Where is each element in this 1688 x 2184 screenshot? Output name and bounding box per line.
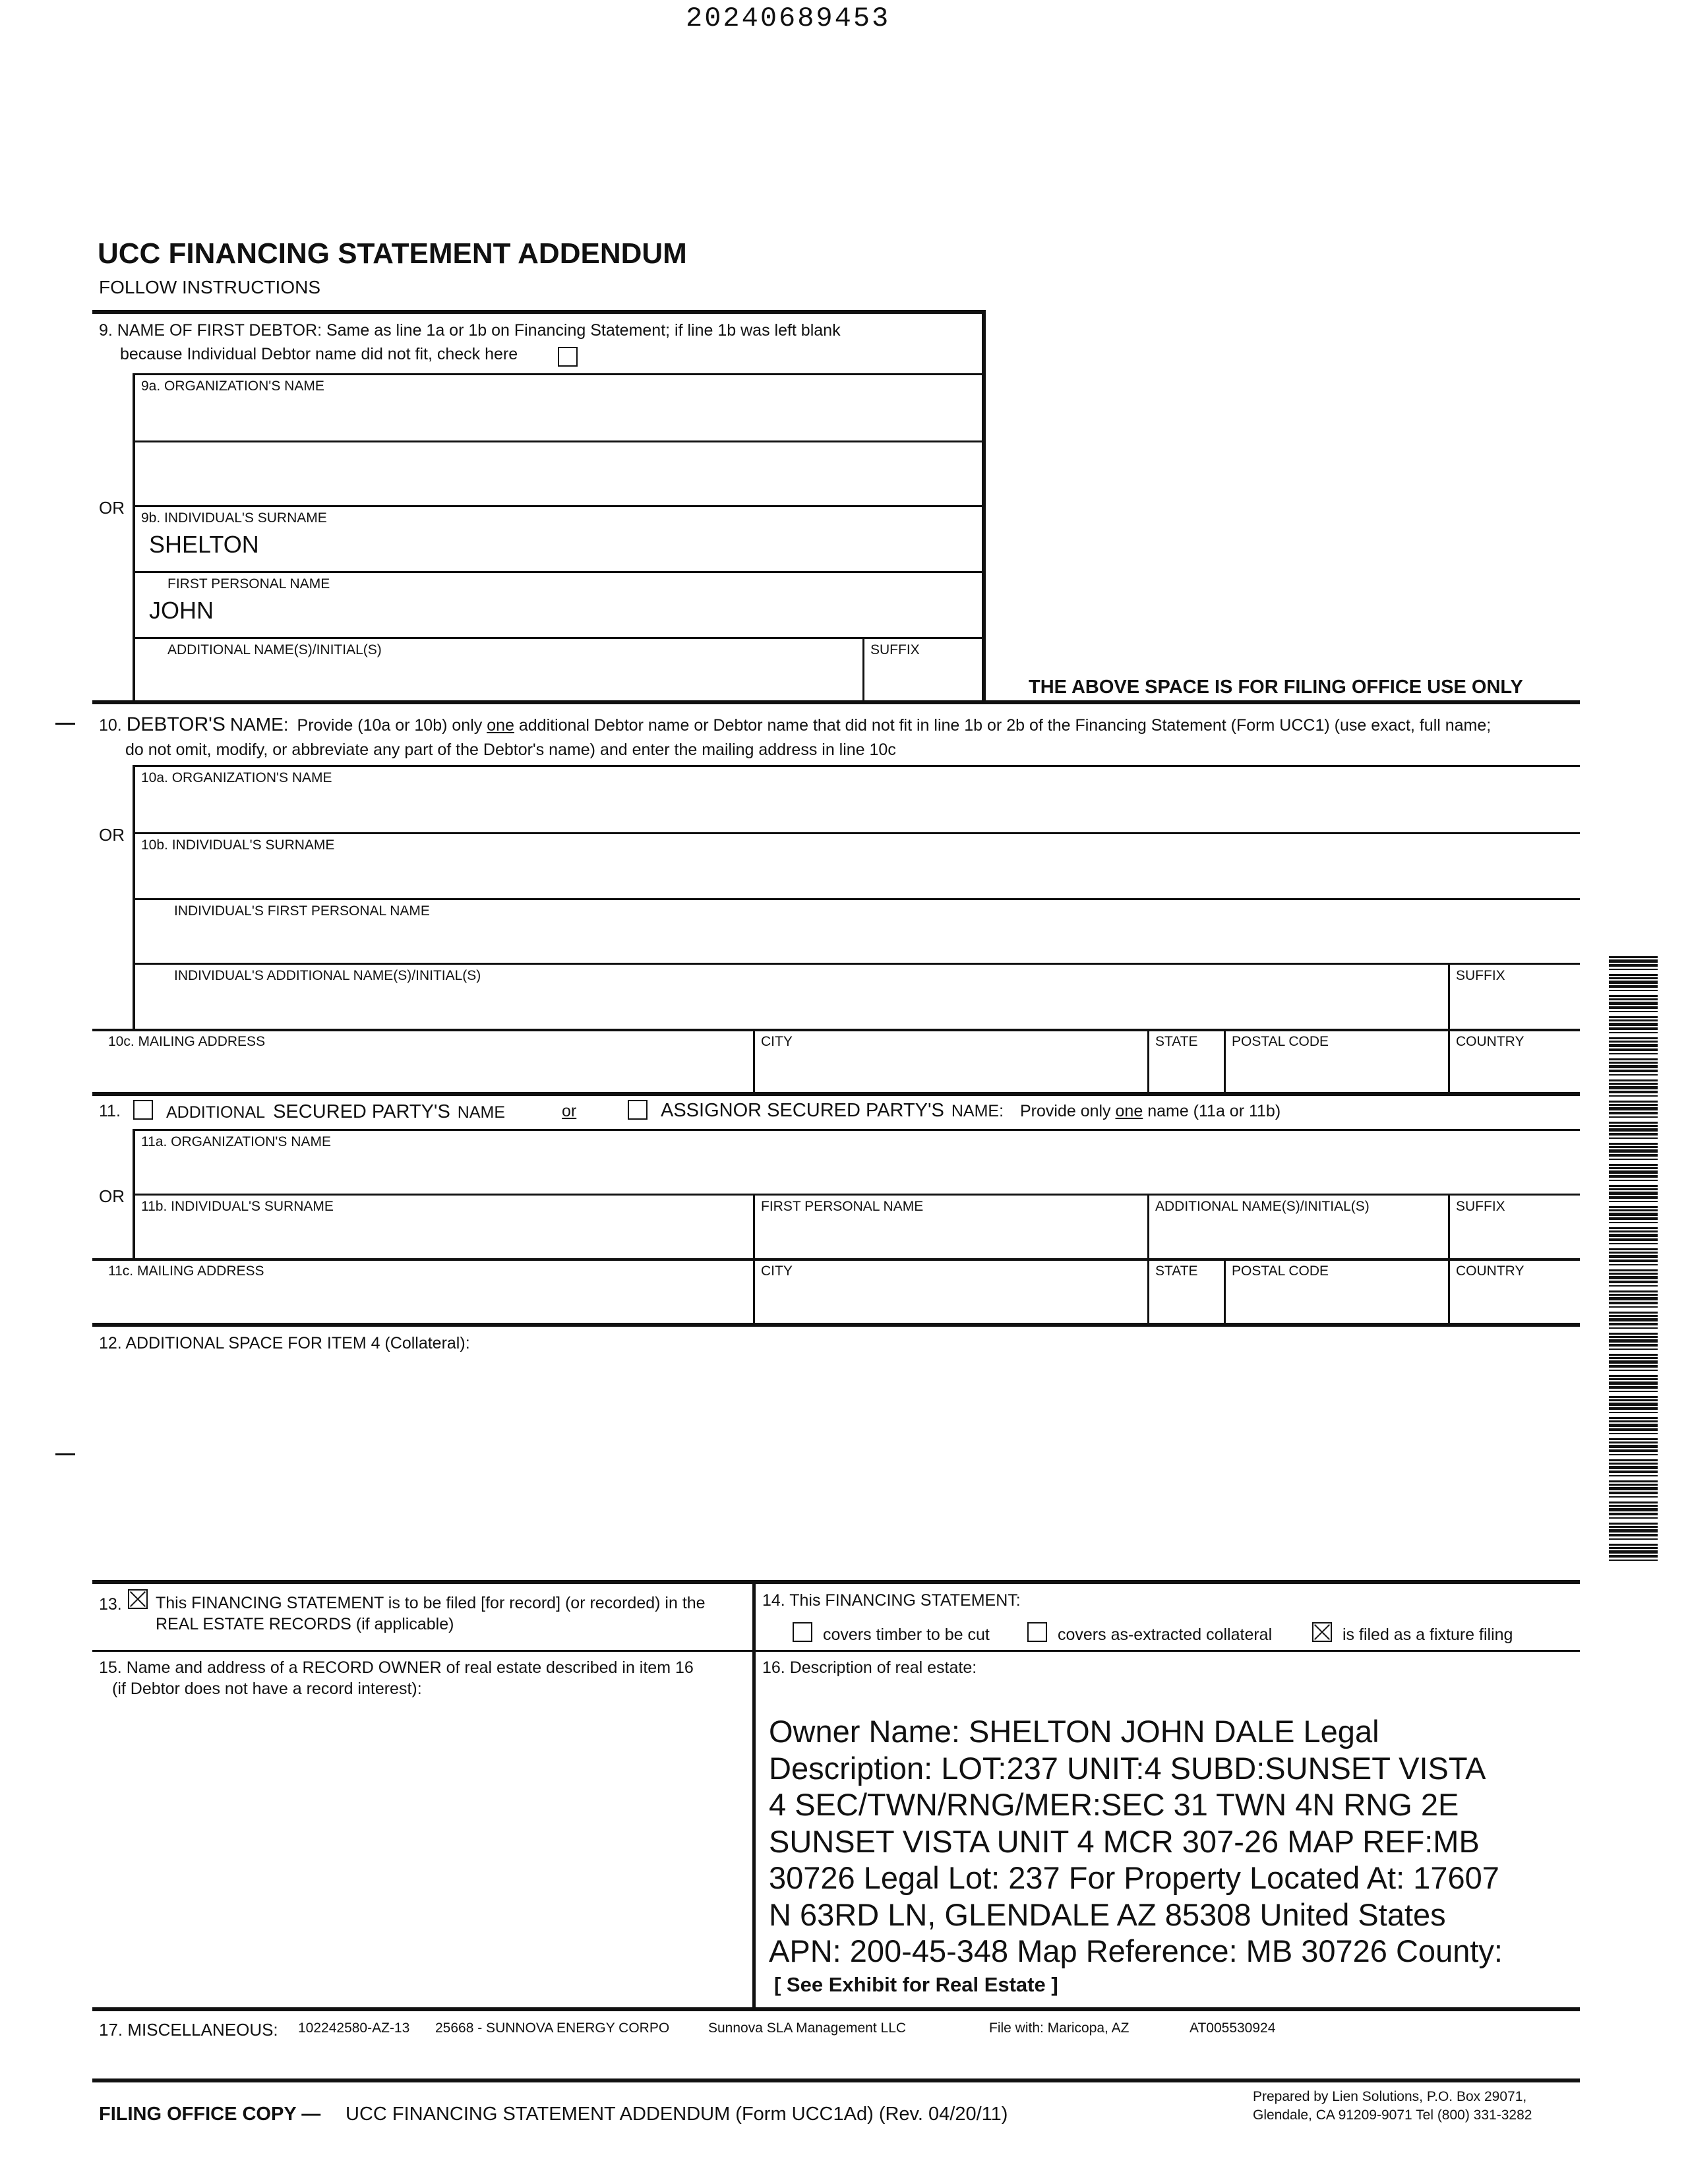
footer-form: UCC FINANCING STATEMENT ADDENDUM (Form UCC1Ad) (Rev. 04/20/11) bbox=[346, 2104, 1008, 2125]
item11-first-label: FIRST PERSONAL NAME bbox=[761, 1199, 924, 1214]
item9-additional-label: ADDITIONAL NAME(S)/INITIAL(S) bbox=[167, 642, 382, 657]
rule bbox=[1448, 1258, 1450, 1324]
misc-file-with: File with: Maricopa, AZ bbox=[989, 2020, 1130, 2036]
rule bbox=[752, 1580, 756, 2010]
rule bbox=[92, 1258, 1580, 1261]
item10-text-a: Provide (10a or 10b) only bbox=[297, 716, 483, 735]
rule bbox=[92, 310, 985, 314]
rule bbox=[753, 1029, 755, 1095]
rule bbox=[92, 1650, 1580, 1652]
item13-text-2: REAL ESTATE RECORDS (if applicable) bbox=[156, 1615, 454, 1633]
item10-name-word: NAME: bbox=[229, 714, 289, 735]
footer-prepared: Prepared by Lien Solutions, P.O. Box 29071, bbox=[1253, 2089, 1527, 2104]
rule bbox=[133, 373, 985, 375]
footer-prepared-2: Glendale, CA 91209-9071 Tel (800) 331-3282 bbox=[1253, 2108, 1532, 2123]
item11-additional: ADDITIONAL bbox=[166, 1103, 265, 1122]
footer-copy: FILING OFFICE COPY — bbox=[99, 2104, 321, 2125]
item12-label: 12. ADDITIONAL SPACE FOR ITEM 4 (Collateral): bbox=[99, 1334, 470, 1352]
filing-office-note: THE ABOVE SPACE IS FOR FILING OFFICE USE ONLY bbox=[1029, 677, 1523, 698]
item10-text-b: additional Debtor name or Debtor name that did not fit in line 1b or 2b of the Financing Statement (Form UCC1) (use exact, full name; bbox=[518, 716, 1492, 735]
rule bbox=[133, 963, 1580, 965]
item13-number: 13. bbox=[99, 1595, 122, 1614]
rule bbox=[133, 1129, 1580, 1131]
item9b-label: 9b. INDIVIDUAL'S SURNAME bbox=[141, 510, 327, 526]
item10-postal-label: POSTAL CODE bbox=[1232, 1034, 1329, 1049]
rule bbox=[133, 440, 985, 442]
item11-city-label: CITY bbox=[761, 1263, 793, 1279]
rule bbox=[1147, 1194, 1149, 1259]
rule bbox=[1147, 1258, 1149, 1324]
item10a-label: 10a. ORGANIZATION'S NAME bbox=[141, 770, 332, 785]
item11-country-label: COUNTRY bbox=[1456, 1263, 1524, 1279]
rule bbox=[92, 1580, 1580, 1584]
item11c-label: 11c. MAILING ADDRESS bbox=[108, 1263, 264, 1279]
item11-suffix-label: SUFFIX bbox=[1456, 1199, 1505, 1214]
item11-state-label: STATE bbox=[1155, 1263, 1198, 1279]
rule bbox=[133, 505, 985, 507]
item13-text: This FINANCING STATEMENT is to be filed [for record] (or recorded) in the bbox=[156, 1594, 706, 1612]
item10-city-label: CITY bbox=[761, 1034, 793, 1049]
rule bbox=[92, 1092, 1580, 1096]
misc-code: AT005530924 bbox=[1190, 2020, 1276, 2036]
fixture-filing-label: is filed as a fixture filing bbox=[1342, 1625, 1513, 1644]
rule bbox=[753, 1258, 755, 1324]
item10-heading-2: do not omit, modify, or abbreviate any part of the Debtor's name) and enter the mailing address in line 10c bbox=[125, 741, 896, 759]
item11-name-word: NAME bbox=[457, 1103, 505, 1122]
timber-checkbox[interactable] bbox=[793, 1622, 812, 1642]
item11-assignor: ASSIGNOR SECURED PARTY'S bbox=[661, 1100, 944, 1121]
rule bbox=[92, 2007, 1580, 2011]
form-title: UCC FINANCING STATEMENT ADDENDUM bbox=[98, 237, 687, 270]
item9-checkbox[interactable] bbox=[558, 347, 578, 367]
form-subtitle: FOLLOW INSTRUCTIONS bbox=[99, 277, 321, 297]
margin-mark bbox=[55, 1453, 75, 1455]
item10-number: 10. bbox=[99, 716, 122, 735]
item10-state-label: STATE bbox=[1155, 1034, 1198, 1049]
description-line: N 63RD LN, GLENDALE AZ 85308 United States bbox=[769, 1896, 1446, 1932]
item11-heading-2 bbox=[661, 1100, 1281, 1122]
rule bbox=[753, 1194, 755, 1259]
item11-one: one bbox=[1115, 1102, 1143, 1120]
rule bbox=[92, 1323, 1580, 1327]
item10-heading bbox=[99, 713, 1491, 736]
item10-one: one bbox=[487, 716, 514, 735]
misc-party: 25668 - SUNNOVA ENERGY CORPO bbox=[435, 2020, 670, 2036]
item9-first-label: FIRST PERSONAL NAME bbox=[167, 576, 330, 592]
real-estate-records-checkbox[interactable] bbox=[128, 1589, 148, 1609]
rule bbox=[133, 571, 985, 573]
description-line: Description: LOT:237 UNIT:4 SUBD:SUNSET VISTA bbox=[769, 1750, 1486, 1786]
item11-name-colon: NAME: bbox=[951, 1102, 1004, 1120]
rule bbox=[92, 1029, 1580, 1031]
item10-country-label: COUNTRY bbox=[1456, 1034, 1524, 1049]
item10-additional-label: INDIVIDUAL'S ADDITIONAL NAME(S)/INITIAL(S) bbox=[174, 968, 481, 983]
document-number: 20240689453 bbox=[686, 3, 891, 34]
item11-additional-label: ADDITIONAL NAME(S)/INITIAL(S) bbox=[1155, 1199, 1370, 1214]
item9-suffix-label: SUFFIX bbox=[870, 642, 920, 657]
fixture-filing-checkbox[interactable] bbox=[1312, 1622, 1332, 1642]
or-label: OR bbox=[99, 825, 125, 845]
item9-heading: 9. NAME OF FIRST DEBTOR: Same as line 1a or 1b on Financing Statement; if line 1b was left blank bbox=[99, 321, 841, 340]
item15-label: 15. Name and address of a RECORD OWNER of real estate described in item 16 bbox=[99, 1658, 694, 1677]
rule bbox=[133, 637, 985, 639]
description-line: APN: 200-45-348 Map Reference: MB 30726 County: bbox=[769, 1933, 1503, 1968]
item11-number: 11. bbox=[99, 1102, 121, 1120]
item10b-label: 10b. INDIVIDUAL'S SURNAME bbox=[141, 837, 335, 853]
item11b-label: 11b. INDIVIDUAL'S SURNAME bbox=[141, 1199, 334, 1214]
item11-heading bbox=[166, 1101, 505, 1123]
rule bbox=[133, 898, 1580, 900]
rule bbox=[1224, 1258, 1226, 1324]
description-line: 4 SEC/TWN/RNG/MER:SEC 31 TWN 4N RNG 2E bbox=[769, 1787, 1459, 1822]
item11a-label: 11a. ORGANIZATION'S NAME bbox=[141, 1134, 331, 1149]
item10c-label: 10c. MAILING ADDRESS bbox=[108, 1034, 266, 1049]
misc-ref: 102242580-AZ-13 bbox=[298, 2020, 410, 2036]
rule bbox=[1448, 1194, 1450, 1259]
margin-mark bbox=[55, 723, 75, 725]
additional-secured-party-checkbox[interactable] bbox=[133, 1100, 153, 1120]
item11-provide-b: name (11a or 11b) bbox=[1147, 1102, 1281, 1120]
exhibit-note: [ See Exhibit for Real Estate ] bbox=[774, 1973, 1058, 1996]
rule bbox=[133, 373, 135, 702]
as-extracted-label: covers as-extracted collateral bbox=[1058, 1625, 1273, 1644]
item11-postal-label: POSTAL CODE bbox=[1232, 1263, 1329, 1279]
item16-label: 16. Description of real estate: bbox=[762, 1658, 977, 1677]
assignor-secured-party-checkbox[interactable] bbox=[628, 1100, 648, 1120]
rule bbox=[1448, 1029, 1450, 1095]
timber-label: covers timber to be cut bbox=[823, 1625, 990, 1644]
rule bbox=[862, 637, 864, 702]
item9a-label: 9a. ORGANIZATION'S NAME bbox=[141, 379, 324, 394]
real-estate-description bbox=[769, 1713, 1503, 1970]
rule bbox=[133, 1194, 1580, 1196]
item11-secured-party: SECURED PARTY'S bbox=[273, 1101, 450, 1122]
description-line: Owner Name: SHELTON JOHN DALE Legal bbox=[769, 1714, 1379, 1749]
item17-label: 17. MISCELLANEOUS: bbox=[99, 2020, 278, 2040]
item10-debtors: DEBTOR'S bbox=[126, 713, 226, 735]
debtor-first-name-value: JOHN bbox=[149, 597, 214, 624]
rule bbox=[92, 2078, 1580, 2082]
rule bbox=[133, 765, 1580, 767]
item10-first-label: INDIVIDUAL'S FIRST PERSONAL NAME bbox=[174, 903, 430, 919]
item11-provide-a: Provide only bbox=[1019, 1102, 1111, 1120]
rule bbox=[1224, 1029, 1226, 1095]
rule bbox=[133, 832, 1580, 834]
or-label: OR bbox=[99, 1186, 125, 1206]
debtor-surname-value: SHELTON bbox=[149, 531, 259, 558]
item15-label-2: (if Debtor does not have a record interest): bbox=[112, 1680, 422, 1698]
rule bbox=[1147, 1029, 1149, 1095]
rule bbox=[1448, 963, 1450, 1031]
rule bbox=[92, 700, 1580, 704]
item14-label: 14. This FINANCING STATEMENT: bbox=[762, 1591, 1021, 1610]
item10-suffix-label: SUFFIX bbox=[1456, 968, 1505, 983]
barcode-image bbox=[1609, 956, 1658, 1563]
or-label: OR bbox=[99, 498, 125, 518]
item11-or: or bbox=[562, 1102, 577, 1120]
description-line: SUNSET VISTA UNIT 4 MCR 307-26 MAP REF:MB bbox=[769, 1823, 1480, 1859]
item9-heading-2: because Individual Debtor name did not fit, check here bbox=[120, 345, 518, 363]
misc-mgmt: Sunnova SLA Management LLC bbox=[708, 2020, 907, 2036]
description-line: 30726 Legal Lot: 237 For Property Located At: 17607 bbox=[769, 1860, 1499, 1895]
as-extracted-checkbox[interactable] bbox=[1027, 1622, 1047, 1642]
